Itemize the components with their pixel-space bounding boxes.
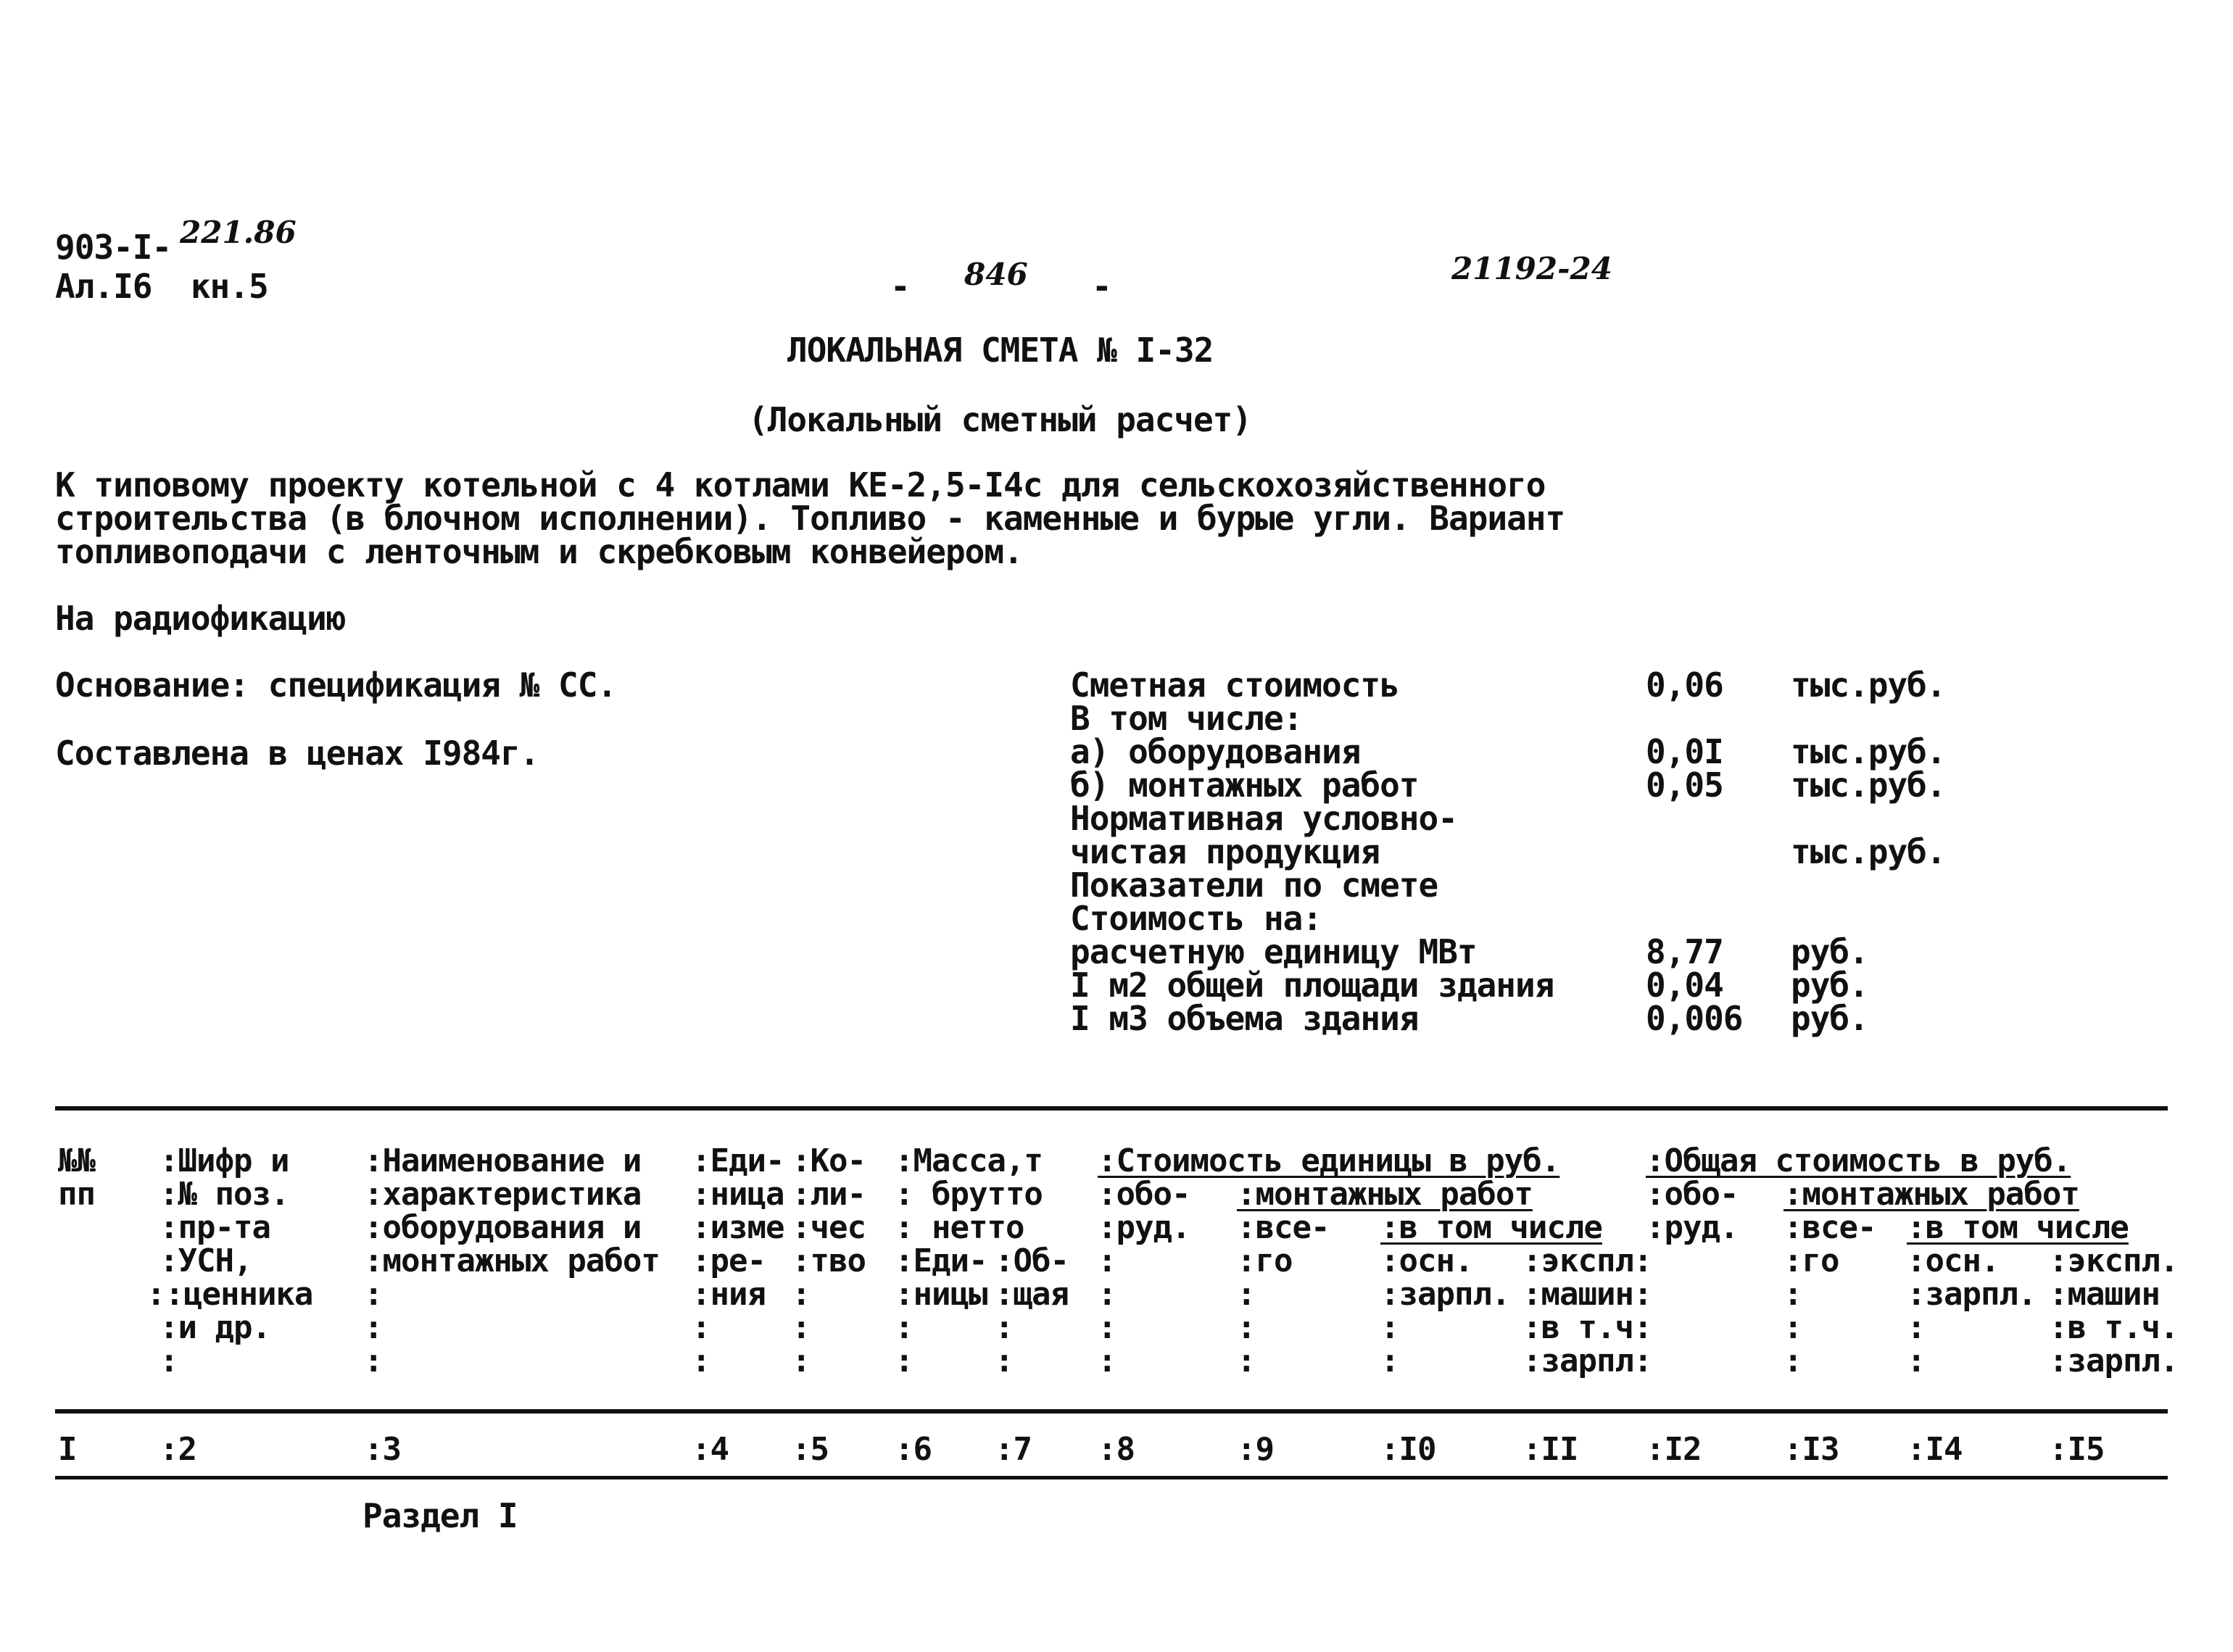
col-header-code: :УСН, bbox=[160, 1242, 252, 1279]
page-number: 846 bbox=[964, 257, 1028, 292]
col-header-quantity: :тво bbox=[792, 1242, 866, 1279]
col-header-code: :и др. bbox=[160, 1309, 270, 1346]
col-header-number: пп bbox=[58, 1176, 95, 1213]
col-header-total-wages: : bbox=[1907, 1309, 1926, 1346]
col-header-code: :Шифр и bbox=[160, 1142, 289, 1179]
col-header-unit: :ния bbox=[692, 1276, 766, 1313]
col-header-unit: :ре- bbox=[692, 1242, 766, 1279]
col-header-mass-unit: : bbox=[895, 1342, 914, 1379]
col-header-unit-equipment: : bbox=[1098, 1342, 1116, 1379]
col-header-unit-equipment: : bbox=[1098, 1309, 1116, 1346]
column-number: :7 bbox=[995, 1431, 1032, 1468]
col-header-mass-total: :щая bbox=[995, 1276, 1069, 1313]
col-header-total-wages: : bbox=[1907, 1342, 1926, 1379]
col-header-total-wages: :осн. bbox=[1907, 1242, 2000, 1279]
col-header-total-install-total: : bbox=[1784, 1342, 1802, 1379]
col-header-mass-total: :Об- bbox=[995, 1242, 1069, 1279]
col-header-total-install-total: : bbox=[1784, 1276, 1802, 1313]
col-header-mass: : брутто bbox=[895, 1176, 1043, 1213]
col-header-total-machines: :в т.ч. bbox=[2049, 1309, 2179, 1346]
doc-code-prefix: 903-I- bbox=[55, 228, 172, 267]
col-header-name: :характеристика bbox=[364, 1176, 642, 1213]
col-header-mass: : нетто bbox=[895, 1209, 1024, 1246]
col-header-unit-wages: : bbox=[1380, 1342, 1399, 1379]
col-header-total-machines: :экспл. bbox=[2049, 1242, 2179, 1279]
col-header-unit: :ница bbox=[692, 1176, 784, 1213]
col-header-name: :Наименование и bbox=[364, 1142, 642, 1179]
column-number: I bbox=[58, 1431, 77, 1468]
col-header-unit-machines: :в т.ч: bbox=[1522, 1309, 1652, 1346]
col-header-unit-wages: :зарпл. bbox=[1380, 1276, 1510, 1313]
col-header-unit-equipment: : bbox=[1098, 1276, 1116, 1313]
summary-unit: тыс.руб. bbox=[1791, 765, 1946, 805]
col-header-total-cost: :Общая стоимость в руб. bbox=[1646, 1142, 2071, 1179]
doc-code-handwritten: 221.86 bbox=[180, 215, 297, 250]
summary-label: В том числе: bbox=[1070, 699, 1303, 738]
col-header-total-install-total: :го bbox=[1784, 1242, 1839, 1279]
summary-label: I м3 объема здания bbox=[1070, 999, 1419, 1038]
col-header-quantity: : bbox=[792, 1276, 811, 1313]
col-header-name: :оборудования и bbox=[364, 1209, 642, 1246]
page-dash-left: - bbox=[890, 267, 910, 306]
col-header-total-wages: :зарпл. bbox=[1907, 1276, 2037, 1313]
summary-unit: тыс.руб. bbox=[1791, 665, 1946, 705]
col-header-unit-machines: :машин: bbox=[1522, 1276, 1652, 1313]
col-header-unit-equipment: : bbox=[1098, 1242, 1116, 1279]
col-header-number: №№ bbox=[58, 1142, 95, 1179]
col-header-code: ::ценника bbox=[146, 1276, 313, 1313]
summary-label: Стоимость на: bbox=[1070, 899, 1322, 938]
col-header-unit: : bbox=[692, 1342, 710, 1379]
col-header-unit-install-total: : bbox=[1237, 1342, 1256, 1379]
col-header-total-installation: :монтажных работ bbox=[1784, 1176, 2079, 1213]
summary-value: 0,06 bbox=[1646, 665, 1723, 705]
col-header-mass-total: : bbox=[995, 1309, 1014, 1346]
col-header-unit-install-total: :все- bbox=[1237, 1209, 1330, 1246]
description-line-3: топливоподачи с ленточным и скребковым конвейером. bbox=[55, 532, 1023, 571]
price-level: Составлена в ценах I984г. bbox=[55, 734, 539, 773]
col-header-unit-wages: :осн. bbox=[1380, 1242, 1473, 1279]
col-header-total-machines: :зарпл. bbox=[2049, 1342, 2179, 1379]
col-header-total-equipment: :обо- bbox=[1646, 1176, 1739, 1213]
col-header-total-install-total: : bbox=[1784, 1309, 1802, 1346]
col-header-unit-wages: : bbox=[1380, 1309, 1399, 1346]
description-line-1: К типовому проекту котельной с 4 котлами КЕ-2,5-I4с для сельскохозяйственного bbox=[55, 465, 1546, 505]
col-header-quantity: :чес bbox=[792, 1209, 866, 1246]
purpose: На радиофикацию bbox=[55, 599, 346, 638]
summary-value: 0,0I bbox=[1646, 732, 1723, 771]
summary-unit: тыс.руб. bbox=[1791, 832, 1946, 871]
column-number: :8 bbox=[1098, 1431, 1135, 1468]
page-title: ЛОКАЛЬНАЯ СМЕТА № I-32 bbox=[787, 331, 1214, 370]
col-header-mass-unit: :ницы bbox=[895, 1276, 987, 1313]
col-header-unit-including: :в том числе bbox=[1380, 1209, 1602, 1246]
column-number: :2 bbox=[160, 1431, 196, 1468]
summary-value: 0,006 bbox=[1646, 999, 1743, 1038]
col-header-unit-install-total: : bbox=[1237, 1276, 1256, 1313]
col-header-quantity: : bbox=[792, 1309, 811, 1346]
column-number: :II bbox=[1522, 1431, 1578, 1468]
col-header-unit-install-total: :го bbox=[1237, 1242, 1293, 1279]
col-header-total-machines: :машин bbox=[2049, 1276, 2160, 1313]
summary-unit: тыс.руб. bbox=[1791, 732, 1946, 771]
col-header-unit-installation: :монтажных работ bbox=[1237, 1176, 1533, 1213]
column-number: :9 bbox=[1237, 1431, 1274, 1468]
column-number: :5 bbox=[792, 1431, 829, 1468]
basis: Основание: спецификация № СС. bbox=[55, 665, 617, 705]
column-number: :6 bbox=[895, 1431, 932, 1468]
col-header-name: :монтажных работ bbox=[364, 1242, 660, 1279]
summary-value: 8,77 bbox=[1646, 932, 1723, 971]
col-header-mass-unit: : bbox=[895, 1309, 914, 1346]
column-number: :3 bbox=[364, 1431, 401, 1468]
col-header-unit: :Еди- bbox=[692, 1142, 784, 1179]
page-dash-right: - bbox=[1092, 267, 1111, 306]
summary-label: I м2 общей площади здания bbox=[1070, 966, 1554, 1005]
summary-value: 0,04 bbox=[1646, 966, 1723, 1005]
summary-label: а) оборудования bbox=[1070, 732, 1361, 771]
col-header-unit-equipment: :обо- bbox=[1098, 1176, 1190, 1213]
summary-label: б) монтажных работ bbox=[1070, 765, 1419, 805]
col-header-unit-machines: :экспл: bbox=[1522, 1242, 1652, 1279]
column-number: :I4 bbox=[1907, 1431, 1963, 1468]
summary-label: чистая продукция bbox=[1070, 832, 1380, 871]
description-line-2: строительства (в блочном исполнении). Топливо - каменные и бурые угли. Вариант bbox=[55, 499, 1565, 538]
column-number: :4 bbox=[692, 1431, 729, 1468]
col-header-code: : bbox=[160, 1342, 178, 1379]
summary-label: расчетную единицу МВт bbox=[1070, 932, 1477, 971]
table-top-rule bbox=[55, 1106, 2168, 1111]
col-header-mass: :Масса,т bbox=[895, 1142, 1043, 1179]
summary-label: Сметная стоимость bbox=[1070, 665, 1399, 705]
col-header-name: : bbox=[364, 1276, 383, 1313]
inventory-number: 21192-24 bbox=[1451, 251, 1612, 286]
col-header-unit: : bbox=[692, 1309, 710, 1346]
col-header-total-equipment: :руд. bbox=[1646, 1209, 1739, 1246]
summary-unit: руб. bbox=[1791, 966, 1868, 1005]
table-numbers-rule bbox=[55, 1476, 2168, 1479]
summary-unit: руб. bbox=[1791, 999, 1868, 1038]
col-header-mass-total: : bbox=[995, 1342, 1014, 1379]
column-number: :I0 bbox=[1380, 1431, 1436, 1468]
col-header-code: :пр-та bbox=[160, 1209, 270, 1246]
col-header-unit-install-total: : bbox=[1237, 1309, 1256, 1346]
col-header-total-including: :в том числе bbox=[1907, 1209, 2129, 1246]
summary-label: Нормативная условно- bbox=[1070, 799, 1457, 838]
col-header-quantity: :ли- bbox=[792, 1176, 866, 1213]
col-header-unit-cost: :Стоимость единицы в руб. bbox=[1098, 1142, 1560, 1179]
column-number: :I2 bbox=[1646, 1431, 1702, 1468]
section-heading: Раздел I bbox=[362, 1496, 518, 1535]
col-header-unit-equipment: :руд. bbox=[1098, 1209, 1190, 1246]
col-header-total-install-total: :все- bbox=[1784, 1209, 1876, 1246]
page-subtitle: (Локальный сметный расчет) bbox=[748, 400, 1252, 439]
doc-code bbox=[55, 228, 172, 267]
col-header-unit-machines: :зарпл: bbox=[1522, 1342, 1652, 1379]
col-header-mass-unit: :Еди- bbox=[895, 1242, 987, 1279]
col-header-name: : bbox=[364, 1342, 383, 1379]
column-number: :I5 bbox=[2049, 1431, 2105, 1468]
col-header-quantity: :Ко- bbox=[792, 1142, 866, 1179]
column-number: :I3 bbox=[1784, 1431, 1839, 1468]
summary-label: Показатели по смете bbox=[1070, 866, 1438, 905]
col-header-quantity: : bbox=[792, 1342, 811, 1379]
col-header-unit: :изме bbox=[692, 1209, 784, 1246]
album-volume: Ал.I6 кн.5 bbox=[55, 267, 268, 306]
col-header-code: :№ поз. bbox=[160, 1176, 289, 1213]
summary-unit: руб. bbox=[1791, 932, 1868, 971]
table-header-bottom-rule bbox=[55, 1409, 2168, 1414]
summary-value: 0,05 bbox=[1646, 765, 1723, 805]
col-header-name: : bbox=[364, 1309, 383, 1346]
